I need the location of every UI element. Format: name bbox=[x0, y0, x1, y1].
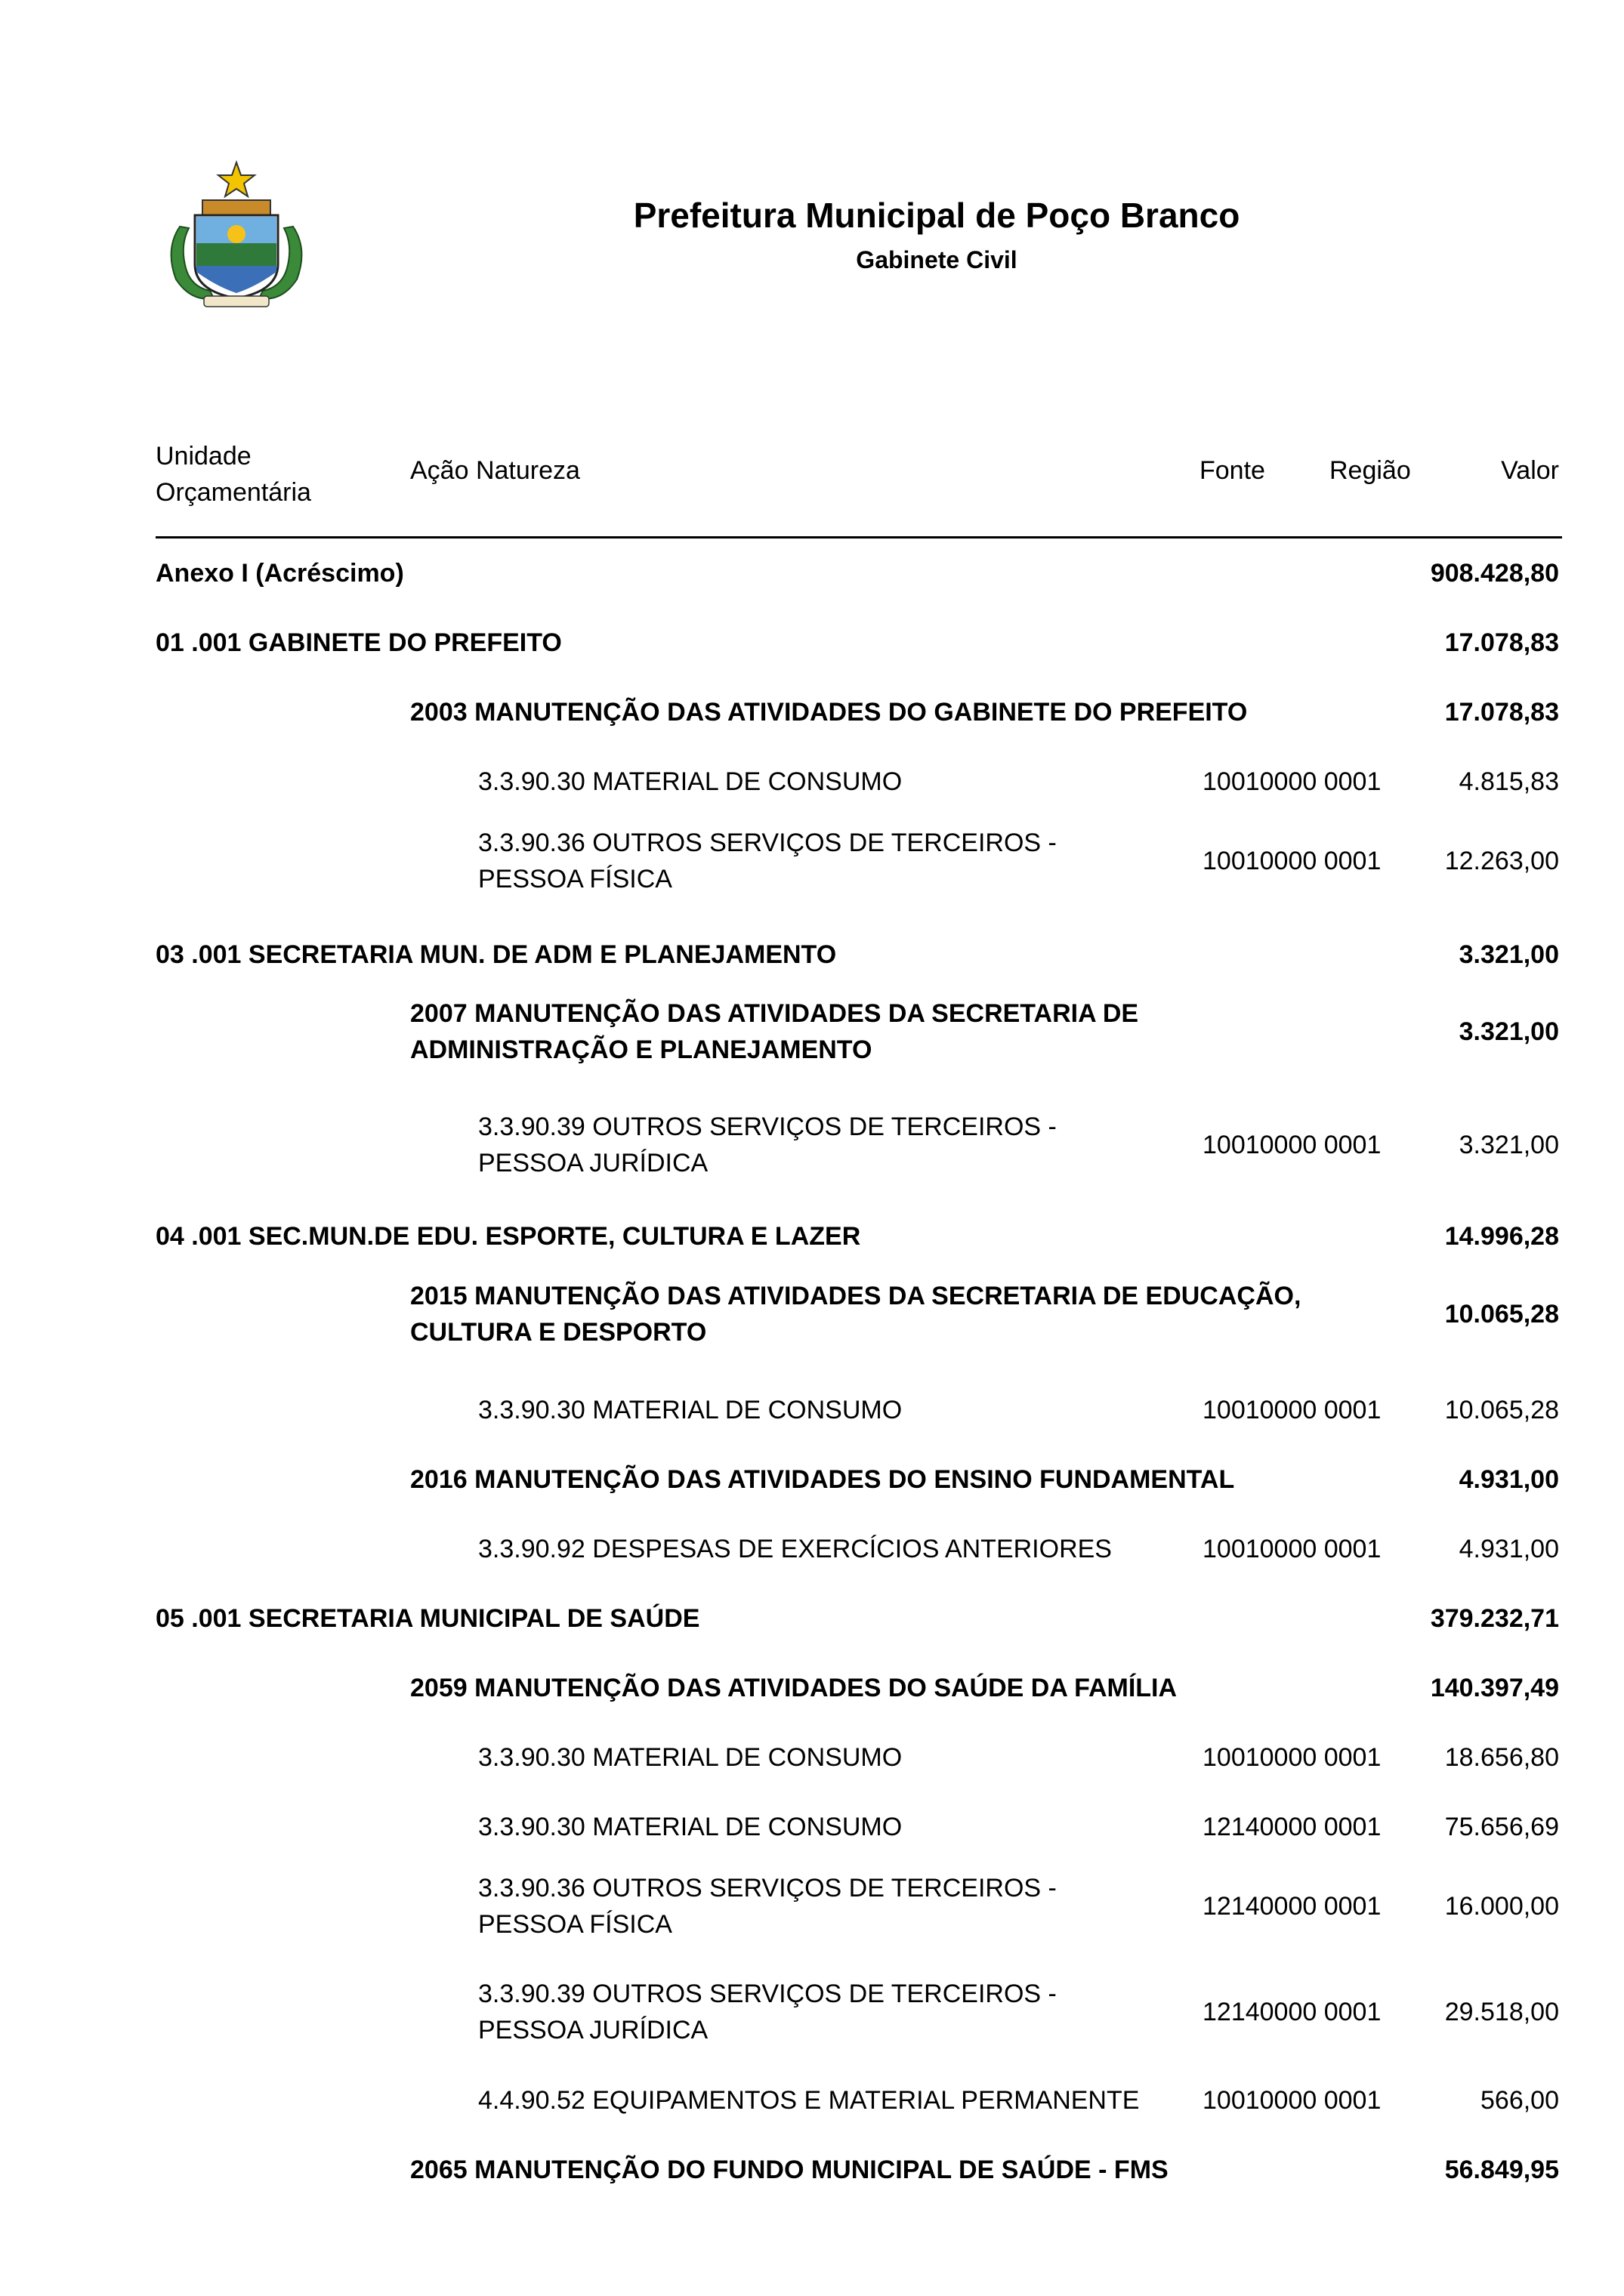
table-row bbox=[0, 1218, 1624, 1254]
fonte-code: 10010000 0001 bbox=[1203, 1131, 1382, 1159]
item-label: 3.3.90.30 MATERIAL DE CONSUMO bbox=[478, 767, 903, 796]
unit-label: 01 .001 GABINETE DO PREFEITO bbox=[156, 628, 562, 657]
column-header-unidade: Unidade Orçamentária bbox=[156, 442, 311, 507]
page-title: Prefeitura Municipal de Poço Branco bbox=[633, 196, 1240, 235]
fonte-code: 12140000 0001 bbox=[1203, 1892, 1382, 1921]
fonte-code: 12140000 0001 bbox=[1203, 1813, 1382, 1841]
table-row bbox=[0, 1670, 1624, 1706]
action-label: 2016 MANUTENÇÃO DAS ATIVIDADES DO ENSINO FUNDAMENTAL bbox=[410, 1465, 1235, 1494]
column-header-regiao: Região bbox=[1329, 456, 1411, 485]
table-row bbox=[0, 2152, 1624, 2188]
table-row bbox=[0, 825, 1624, 897]
amount-value: 17.078,83 bbox=[1444, 698, 1559, 727]
table-row bbox=[0, 995, 1624, 1068]
municipal-crest-logo bbox=[157, 159, 316, 317]
amount-value: 3.321,00 bbox=[1459, 940, 1559, 969]
table-row bbox=[0, 1976, 1624, 2048]
page-subtitle: Gabinete Civil bbox=[856, 246, 1017, 273]
table-row bbox=[0, 1531, 1624, 1567]
action-label: 2059 MANUTENÇÃO DAS ATIVIDADES DO SAÚDE DA FAMÍLIA bbox=[410, 1674, 1178, 1702]
item-label: 3.3.90.36 OUTROS SERVIÇOS DE TERCEIROS - PESSOA FÍSICA bbox=[478, 1874, 1057, 1939]
annex-label: Anexo I (Acréscimo) bbox=[156, 559, 404, 588]
column-headers bbox=[0, 430, 1624, 536]
amount-value: 566,00 bbox=[1480, 2086, 1559, 2115]
amount-value: 18.656,80 bbox=[1444, 1743, 1559, 1772]
action-label: 2003 MANUTENÇÃO DAS ATIVIDADES DO GABINETE DO PREFEITO bbox=[410, 698, 1248, 727]
amount-value: 16.000,00 bbox=[1444, 1892, 1559, 1921]
table-row bbox=[0, 1392, 1624, 1428]
fonte-code: 10010000 0001 bbox=[1203, 1396, 1382, 1424]
item-label: 3.3.90.30 MATERIAL DE CONSUMO bbox=[478, 1743, 903, 1772]
item-label: 3.3.90.39 OUTROS SERVIÇOS DE TERCEIROS - PESSOA JURÍDICA bbox=[478, 1980, 1057, 2044]
document-header bbox=[0, 0, 1624, 317]
amount-value: 908.428,80 bbox=[1430, 559, 1559, 588]
item-label: 3.3.90.39 OUTROS SERVIÇOS DE TERCEIROS - PESSOA JURÍDICA bbox=[478, 1113, 1057, 1177]
table-row bbox=[0, 1739, 1624, 1776]
amount-value: 56.849,95 bbox=[1444, 2156, 1559, 2184]
amount-value: 17.078,83 bbox=[1444, 628, 1559, 657]
item-label: 4.4.90.52 EQUIPAMENTOS E MATERIAL PERMANENTE bbox=[478, 2086, 1140, 2115]
amount-value: 14.996,28 bbox=[1444, 1222, 1559, 1251]
table-row bbox=[0, 2082, 1624, 2119]
amount-value: 10.065,28 bbox=[1444, 1300, 1559, 1329]
column-header-acao-natureza: Ação Natureza bbox=[410, 456, 580, 485]
item-label: 3.3.90.30 MATERIAL DE CONSUMO bbox=[478, 1813, 903, 1841]
amount-value: 3.321,00 bbox=[1459, 1017, 1559, 1046]
amount-value: 4.815,83 bbox=[1459, 767, 1559, 796]
amount-value: 379.232,71 bbox=[1430, 1604, 1559, 1633]
amount-value: 12.263,00 bbox=[1444, 847, 1559, 875]
amount-value: 75.656,69 bbox=[1444, 1813, 1559, 1841]
column-header-fonte: Fonte bbox=[1199, 456, 1265, 485]
fonte-code: 10010000 0001 bbox=[1203, 847, 1382, 875]
unit-label: 05 .001 SECRETARIA MUNICIPAL DE SAÚDE bbox=[156, 1604, 700, 1633]
amount-value: 4.931,00 bbox=[1459, 1535, 1559, 1563]
fonte-code: 10010000 0001 bbox=[1203, 2086, 1382, 2115]
amount-value: 29.518,00 bbox=[1444, 1998, 1559, 2026]
action-label: 2065 MANUTENÇÃO DO FUNDO MUNICIPAL DE SAÚDE - FMS bbox=[410, 2156, 1169, 2184]
column-header-valor: Valor bbox=[1501, 456, 1559, 485]
table-row bbox=[0, 1278, 1624, 1350]
amount-value: 3.321,00 bbox=[1459, 1131, 1559, 1159]
table-row bbox=[0, 1600, 1624, 1637]
action-label: 2007 MANUTENÇÃO DAS ATIVIDADES DA SECRETARIA DE ADMINISTRAÇÃO E PLANEJAMENTO bbox=[410, 999, 1139, 1064]
amount-value: 10.065,28 bbox=[1444, 1396, 1559, 1424]
table-row bbox=[0, 1461, 1624, 1498]
table-row bbox=[0, 764, 1624, 800]
fonte-code: 12140000 0001 bbox=[1203, 1998, 1382, 2026]
table-row bbox=[0, 1870, 1624, 1943]
item-label: 3.3.90.36 OUTROS SERVIÇOS DE TERCEIROS - PESSOA FÍSICA bbox=[478, 829, 1057, 893]
fonte-code: 10010000 0001 bbox=[1203, 1743, 1382, 1772]
item-label: 3.3.90.30 MATERIAL DE CONSUMO bbox=[478, 1396, 903, 1424]
fonte-code: 10010000 0001 bbox=[1203, 1535, 1382, 1563]
table-row bbox=[0, 625, 1624, 661]
table-row bbox=[0, 555, 1624, 591]
table-row bbox=[0, 937, 1624, 973]
table-row bbox=[0, 1809, 1624, 1845]
header-divider bbox=[156, 536, 1562, 539]
table-row bbox=[0, 694, 1624, 730]
item-label: 3.3.90.92 DESPESAS DE EXERCÍCIOS ANTERIORES bbox=[478, 1535, 1112, 1563]
unit-label: 03 .001 SECRETARIA MUN. DE ADM E PLANEJAMENTO bbox=[156, 940, 837, 969]
amount-value: 140.397,49 bbox=[1430, 1674, 1559, 1702]
unit-label: 04 .001 SEC.MUN.DE EDU. ESPORTE, CULTURA E LAZER bbox=[156, 1222, 861, 1251]
amount-value: 4.931,00 bbox=[1459, 1465, 1559, 1494]
action-label: 2015 MANUTENÇÃO DAS ATIVIDADES DA SECRETARIA DE EDUCAÇÃO, CULTURA E DESPORTO bbox=[410, 1282, 1301, 1347]
fonte-code: 10010000 0001 bbox=[1203, 767, 1382, 796]
table-row bbox=[0, 1109, 1624, 1181]
